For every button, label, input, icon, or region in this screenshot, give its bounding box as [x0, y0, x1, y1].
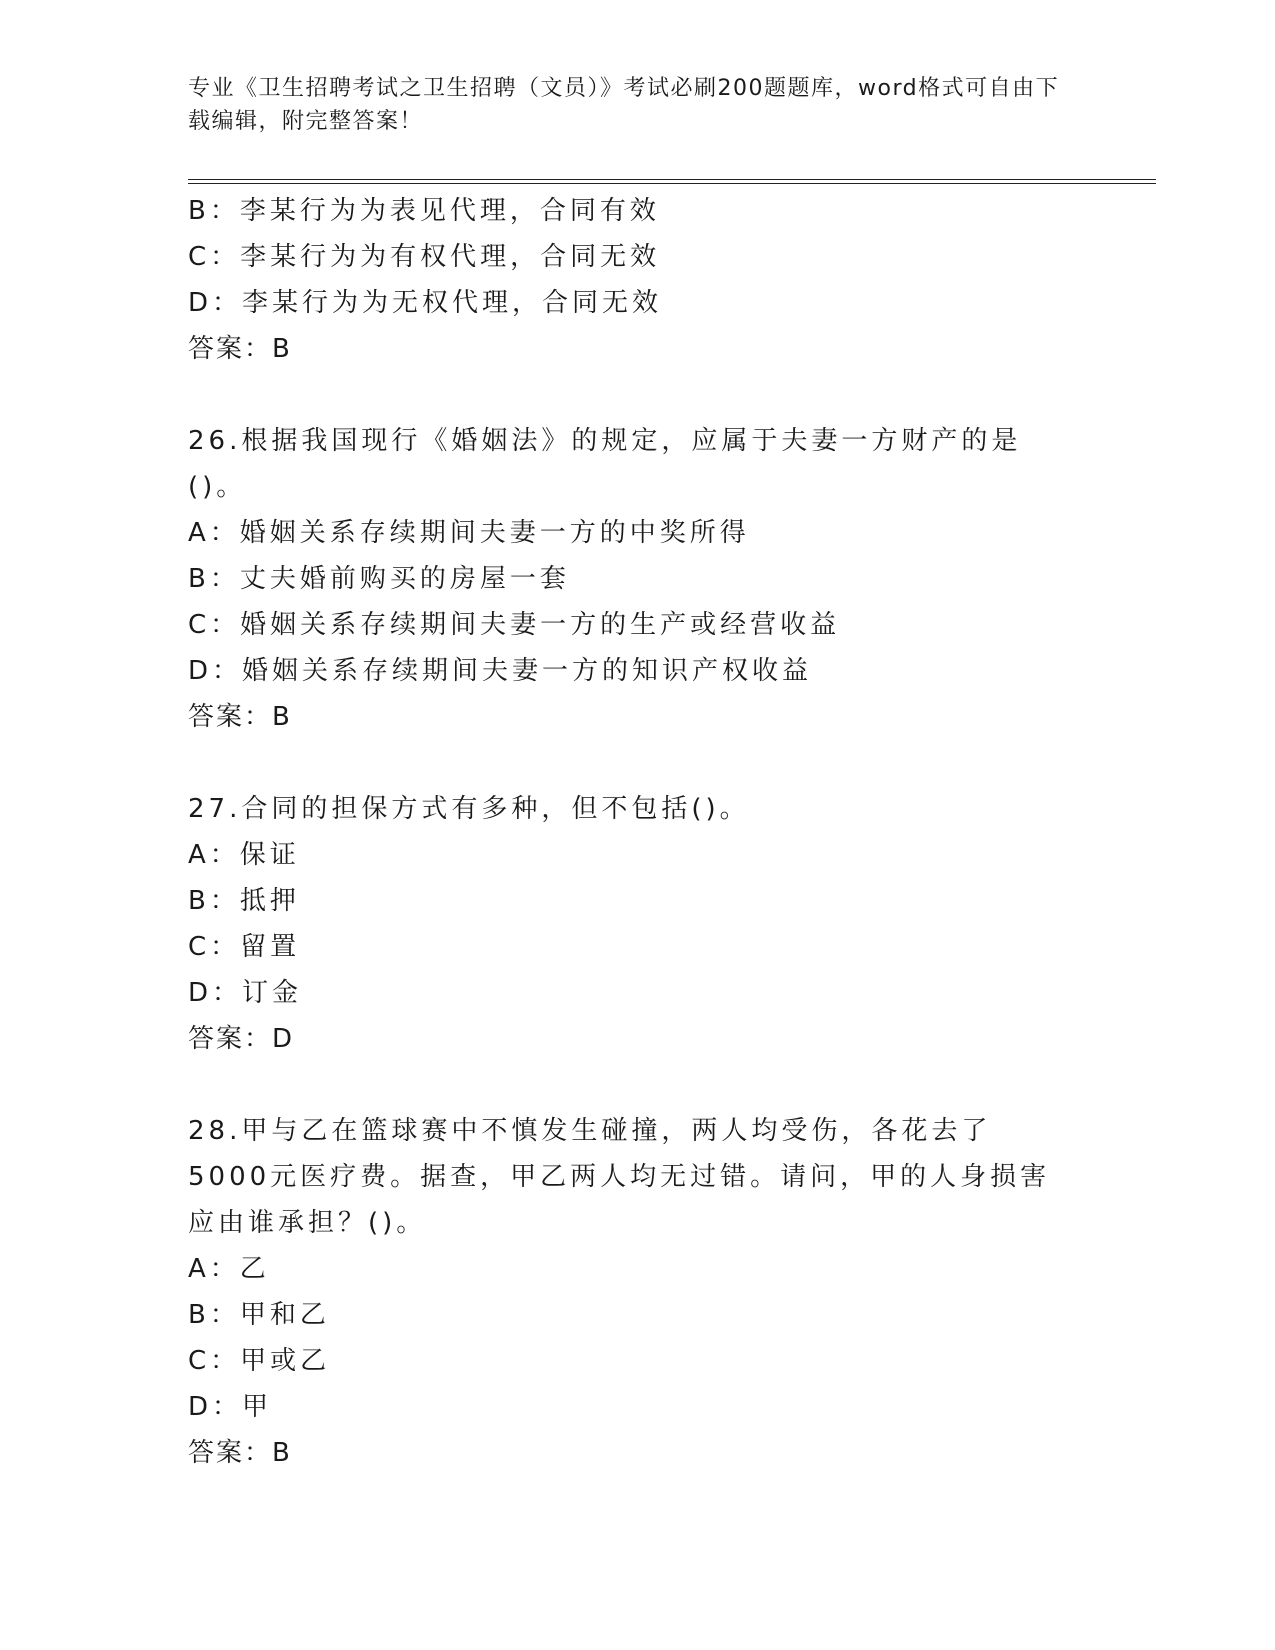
question-block-27 — [188, 786, 1068, 1062]
option-c: C：婚姻关系存续期间夫妻一方的生产或经营收益 — [188, 610, 841, 640]
answer-line: 答案：D — [188, 1024, 295, 1054]
option-d: D：甲 — [188, 1392, 273, 1422]
question-block-25 — [188, 188, 1068, 372]
option-d: D：订金 — [188, 978, 303, 1008]
question-text: 26.根据我国现行《婚姻法》的规定，应属于夫妻一方财产的是()。 — [188, 426, 1022, 502]
question-text: 27.合同的担保方式有多种，但不包括()。 — [188, 794, 750, 824]
spacer — [188, 1062, 1068, 1108]
option-c: C：李某行为为有权代理，合同无效 — [188, 242, 661, 272]
question-list — [188, 188, 1068, 1476]
option-b: B：李某行为为表见代理，合同有效 — [188, 196, 660, 226]
option-d: D：婚姻关系存续期间夫妻一方的知识产权收益 — [188, 656, 813, 686]
document-header: 专业《卫生招聘考试之卫生招聘（文员）》考试必刷200题题库，word格式可自由下载编辑，附完整答案！ — [188, 76, 1060, 134]
header-rule-top — [188, 179, 1156, 180]
answer-line: 答案：B — [188, 702, 292, 732]
option-a: A：婚姻关系存续期间夫妻一方的中奖所得 — [188, 518, 750, 548]
option-c: C：留置 — [188, 932, 301, 962]
question-block-26 — [188, 418, 1068, 740]
answer-line: 答案：B — [188, 1438, 292, 1468]
option-a: A：乙 — [188, 1254, 270, 1284]
spacer — [188, 740, 1068, 786]
answer-line: 答案：B — [188, 334, 292, 364]
option-b: B：抵押 — [188, 886, 300, 916]
question-block-28 — [188, 1108, 1068, 1476]
option-d: D：李某行为为无权代理，合同无效 — [188, 288, 663, 318]
option-b: B：甲和乙 — [188, 1300, 330, 1330]
option-c: C：甲或乙 — [188, 1346, 331, 1376]
header-rule-bottom — [188, 183, 1156, 184]
option-a: A：保证 — [188, 840, 300, 870]
spacer — [188, 372, 1068, 418]
question-text: 28.甲与乙在篮球赛中不慎发生碰撞，两人均受伤，各花去了5000元医疗费。据查，甲乙两人均无过错。请问，甲的人身损害应由谁承担？()。 — [188, 1116, 1051, 1238]
option-b: B：丈夫婚前购买的房屋一套 — [188, 564, 570, 594]
